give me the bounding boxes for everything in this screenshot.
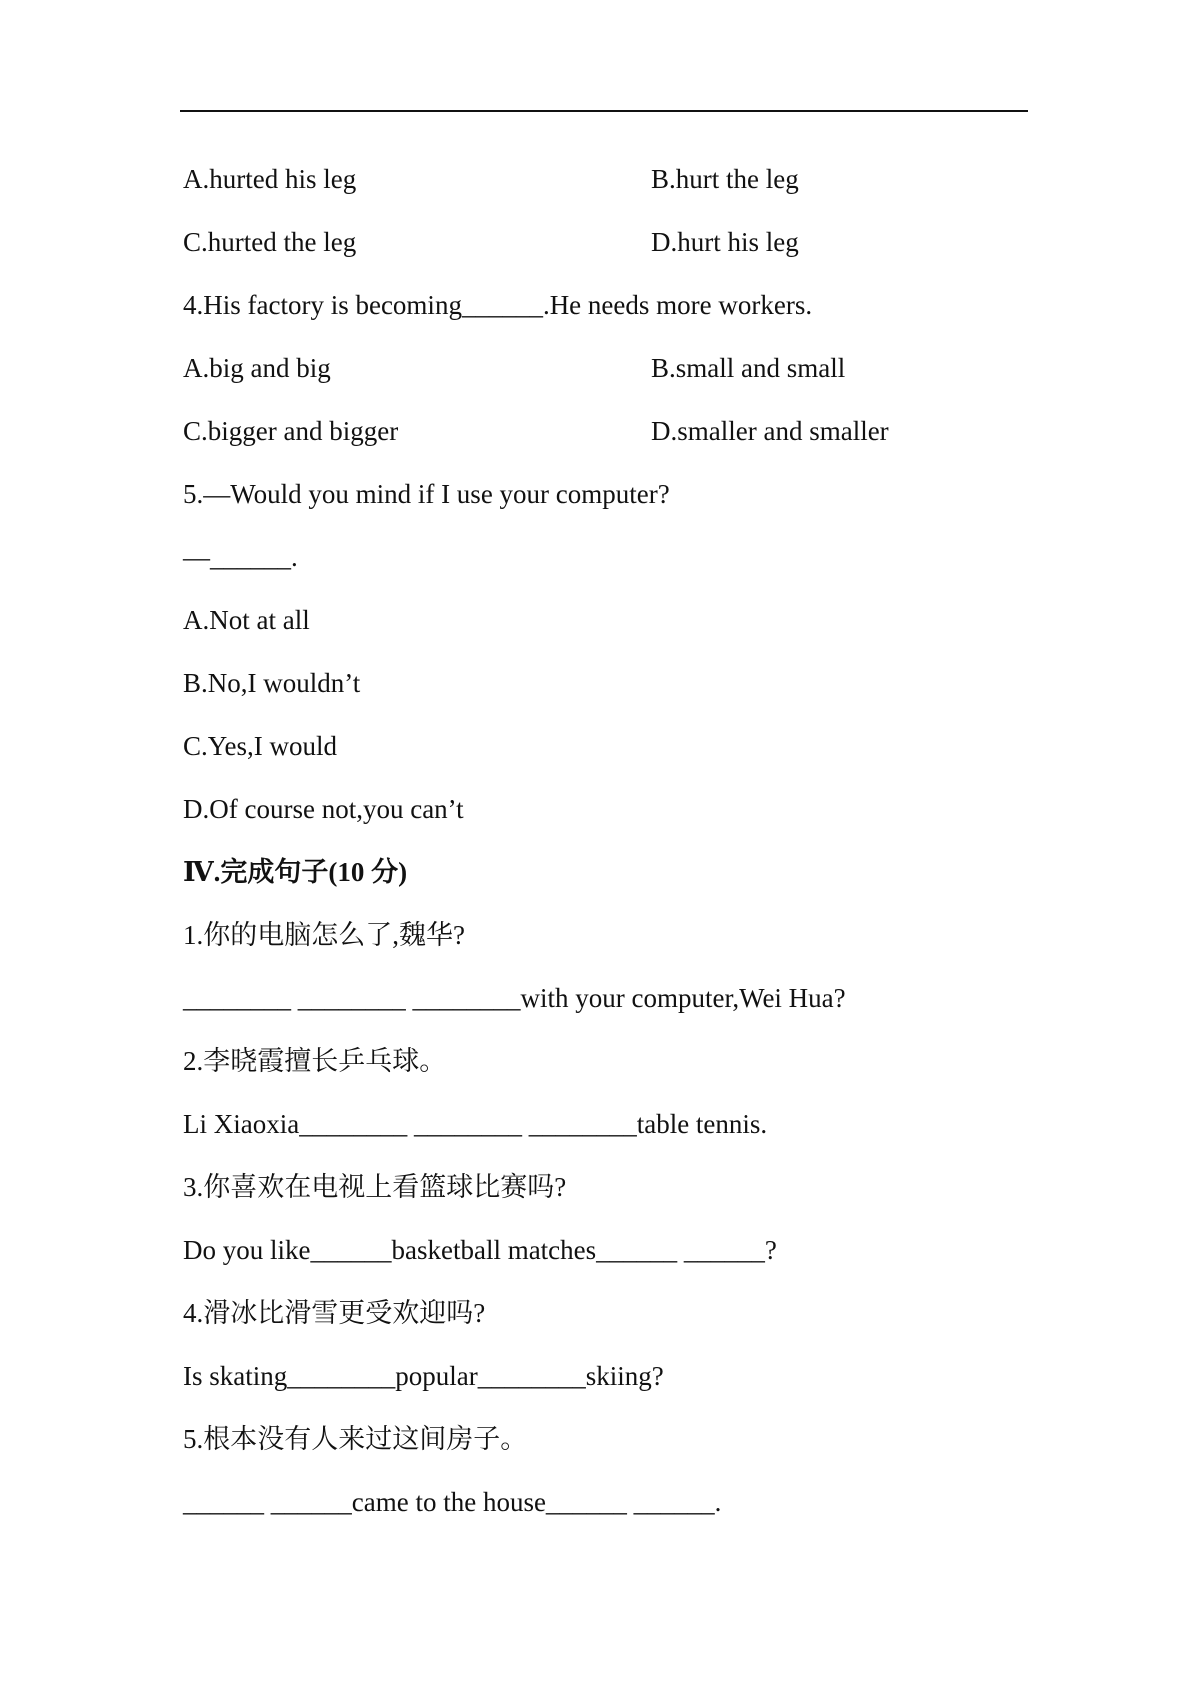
s4-item-1-prompt: 1.你的电脑怎么了,魏华?	[183, 920, 465, 950]
q4-options-row-2	[183, 408, 1043, 471]
header-rule	[180, 110, 1028, 112]
q4-option-c: C.bigger and bigger	[183, 416, 399, 446]
q3-options-row-2	[183, 219, 1043, 282]
q3-option-c: C.hurted the leg	[183, 227, 357, 257]
q4-stem: 4.His factory is becoming______.He needs more workers.	[183, 290, 813, 320]
s4-item-3-answer: Do you like______basketball matches______ ______?	[183, 1235, 777, 1265]
s4-item-5-prompt: 5.根本没有人来过这间房子。	[183, 1424, 528, 1454]
q4-option-b: B.small and small	[651, 353, 846, 383]
q3-option-d: D.hurt his leg	[651, 227, 799, 257]
q5-stem: 5.—Would you mind if I use your computer?	[183, 479, 670, 509]
q5-option-a: A.Not at all	[183, 605, 310, 635]
s4-item-3-prompt: 3.你喜欢在电视上看篮球比赛吗?	[183, 1172, 567, 1202]
q5-reply: —______.	[183, 542, 298, 572]
s4-item-2-prompt: 2.李晓霞擅长乒乓球。	[183, 1046, 447, 1076]
worksheet-content	[183, 156, 1043, 1542]
q5-option-d: D.Of course not,you can’t	[183, 794, 464, 824]
section4-heading: Ⅳ.完成句子(10 分)	[183, 857, 408, 887]
q3-options-row-1	[183, 156, 1043, 219]
q4-option-a: A.big and big	[183, 353, 331, 383]
q4-options-row-1	[183, 345, 1043, 408]
q3-option-a: A.hurted his leg	[183, 164, 357, 194]
s4-item-4-prompt: 4.滑冰比滑雪更受欢迎吗?	[183, 1298, 486, 1328]
q4-option-d: D.smaller and smaller	[651, 416, 889, 446]
s4-item-4-answer: Is skating________popular________skiing?	[183, 1361, 664, 1391]
q5-option-c: C.Yes,I would	[183, 731, 338, 761]
q5-option-b: B.No,I wouldn’t	[183, 668, 361, 698]
q3-option-b: B.hurt the leg	[651, 164, 799, 194]
s4-item-5-answer: ______ ______came to the house______ ______.	[183, 1487, 722, 1517]
s4-item-2-answer: Li Xiaoxia________ ________ ________table tennis.	[183, 1109, 768, 1139]
s4-item-1-answer: ________ ________ ________with your computer,Wei Hua?	[183, 983, 846, 1013]
